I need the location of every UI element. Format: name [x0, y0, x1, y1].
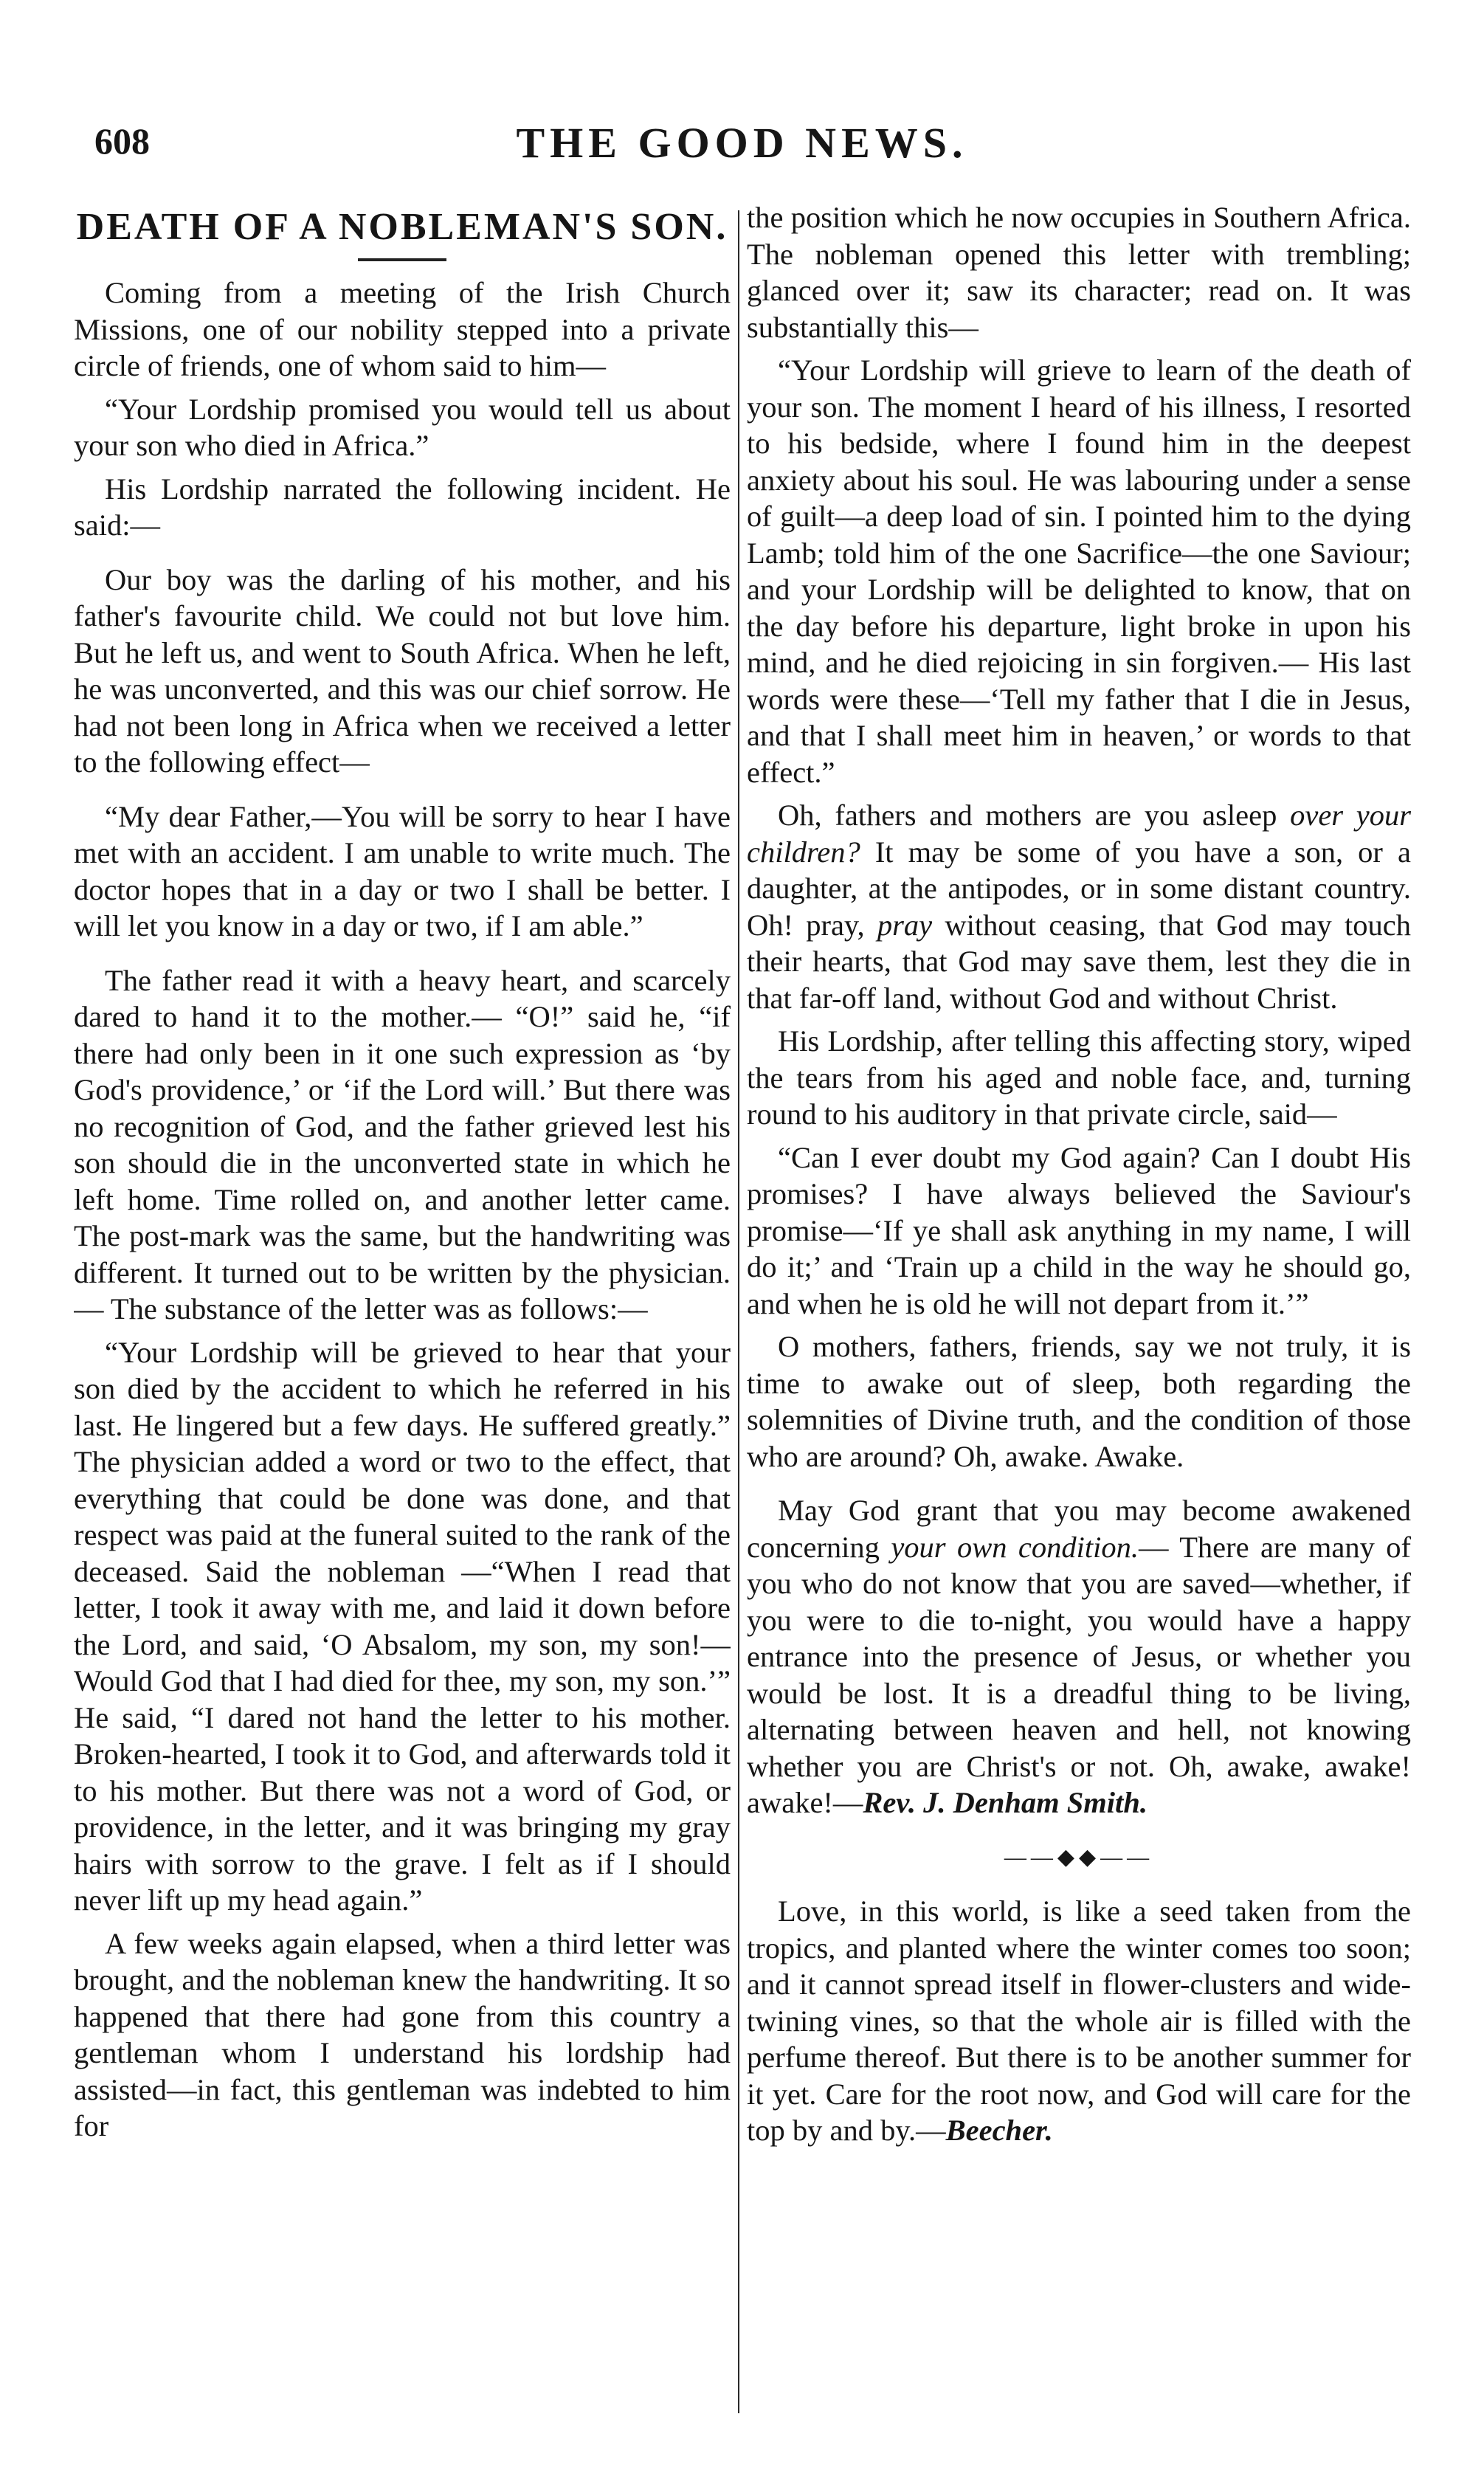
- paragraph-promises: “Can I ever doubt my God again? Can I doubt His promises? I have always believed the Saviour's promise—‘If ye shall ask anything in my name, I will do it;’ and ‘Train up a child in the way he should go, and when he is old he will not depart from it.’”: [747, 1140, 1411, 1320]
- paragraph-request: “Your Lordship promised you would tell us about your son who died in Africa.”: [74, 392, 731, 462]
- title-rule: [358, 258, 446, 261]
- filler-author: Beecher.: [945, 2114, 1053, 2147]
- page-number: 608: [94, 120, 150, 162]
- paragraph-appeal: Oh, fathers and mothers are you asleep over your children? It may be some of you have a son, or a daughter, at the antipodes, or in some distant country. Oh! pray, pray without ceasing, that God may touch their hearts, that God may save them, lest they die in that far-off land, without God and without Christ.: [747, 799, 1411, 1015]
- paragraph-continuation: the position which he now occupies in Southern Africa. The nobleman opened this letter with trembling; glanced over it; saw its character; read on. It was substantially this—: [747, 201, 1411, 344]
- article-author: Rev. J. Denham Smith.: [863, 1786, 1147, 1819]
- paragraph-son: Our boy was the darling of his mother, and his father's favourite child. We could not but love him. But he left us, and went to South Africa. When he left, he was unconverted, and this was our chief sorrow. He had not been long in Africa when we received a letter to the following effect—: [74, 562, 731, 779]
- filler-paragraph: Love, in this world, is like a seed taken from the tropics, and planted where the winter comes too soon; and it cannot spread itself in flower-clusters and wide-twining vines, so that the whole air is filled with the perfume thereof. But there is to be another summer for it yet. Care for the root now, and God will care for the top by and by.—Beecher.: [747, 1894, 1411, 2147]
- paragraph-lordship: His Lordship, after telling this affecting story, wiped the tears from his aged and noble face, and, turning round to his auditory in that private circle, said—: [747, 1024, 1411, 1131]
- article-title: DEATH OF A NOBLEMAN'S SON.: [76, 206, 728, 248]
- paragraph-father: The father read it with a heavy heart, and scarcely dared to hand it to the mother.— “O!” said he, “if there had only been in it one such expression as ‘by God's providence,’ or ‘if the Lord will.’ But there was no recognition of God, and the father grieved lest his son should die in the unconverted state in which he left home. Time rolled on, and another letter came. The post-mark was the same, but the handwriting was different. It turned out to be written by the physician.— The substance of the letter was as follows:—: [74, 963, 731, 1325]
- paragraph-awake: O mothers, fathers, friends, say we not truly, it is time to awake out of sleep, both regarding the solemnities of Divine truth, and the condition of those who are around? Oh, awake. Awake.: [747, 1330, 1411, 1473]
- running-head: THE GOOD NEWS.: [516, 119, 968, 167]
- paragraph-narration: His Lordship narrated the following incident. He said:—: [74, 472, 731, 542]
- left-column: [74, 199, 731, 2446]
- section-ornament: ——◆◆——: [1004, 1844, 1154, 1869]
- paragraph-physician-letter: “Your Lordship will be grieved to hear that your son died by the accident to which he referred in his last. He lingered but a few days. He suffered greatly.” The physician added a word or two to the effect, that everything that could be done was done, and that respect was paid at the funeral suited to the rank of the deceased. Said the nobleman —“When I read that letter, I took it away with me, and laid it down before the Lord, and said, ‘O Absalom, my son, my son!— Would God that I had died for thee, my son, my son.’” He said, “I dared not hand the letter to his mother. Broken-hearted, I took it to God, and afterwards told it to his mother. But there was not a word of God, or providence, in the letter, and it was bringing my gray hairs with sorrow to the grave. I felt as if I should never lift up my head again.”: [74, 1335, 731, 1917]
- right-column: [747, 199, 1411, 2446]
- column-divider: [738, 210, 739, 2413]
- paragraph-third-letter: A few weeks again elapsed, when a third letter was brought, and the nobleman knew the handwriting. It so happened that there had gone from this country a gentleman whom I understand his lordship had assisted—in fact, this gentleman was indebted to him for: [74, 1926, 731, 2142]
- paragraph-friend-letter: “Your Lordship will grieve to learn of the death of your son. The moment I heard of his illness, I resorted to his bedside, where I found him in the deepest anxiety about his soul. He was labouring under a sense of guilt—a deep load of sin. I pointed him to the dying Lamb; told him of the one Sacrifice—the one Saviour; and your Lordship will be delighted to know, that on the day before his departure, light broke in upon his mind, and he died rejoicing in sin forgiven.— His last words were these—‘Tell my father that I die in Jesus, and that I shall meet him in heaven,’ or words to that effect.”: [747, 354, 1411, 789]
- paragraph-intro: Coming from a meeting of the Irish Church Missions, one of our nobility stepped into a private circle of friends, one of whom said to him—: [74, 276, 731, 382]
- paragraph-first-letter: “My dear Father,—You will be sorry to hear I have met with an accident. I am unable to write much. The doctor hopes that in a day or two I shall be better. I will let you know in a day or two, if I am able.”: [74, 799, 731, 942]
- paragraph-condition: May God grant that you may become awakened concerning your own condition.— There are many of you who do not know that you are saved—whether, if you were to die to-night, you would have a happy entrance into the presence of Jesus, or whether you would be lost. It is a dreadful thing to be living, alternating between heaven and hell, not knowing whether you are Christ's or not. Oh, awake, awake! awake!—Rev. J. Denham Smith.: [747, 1494, 1411, 1819]
